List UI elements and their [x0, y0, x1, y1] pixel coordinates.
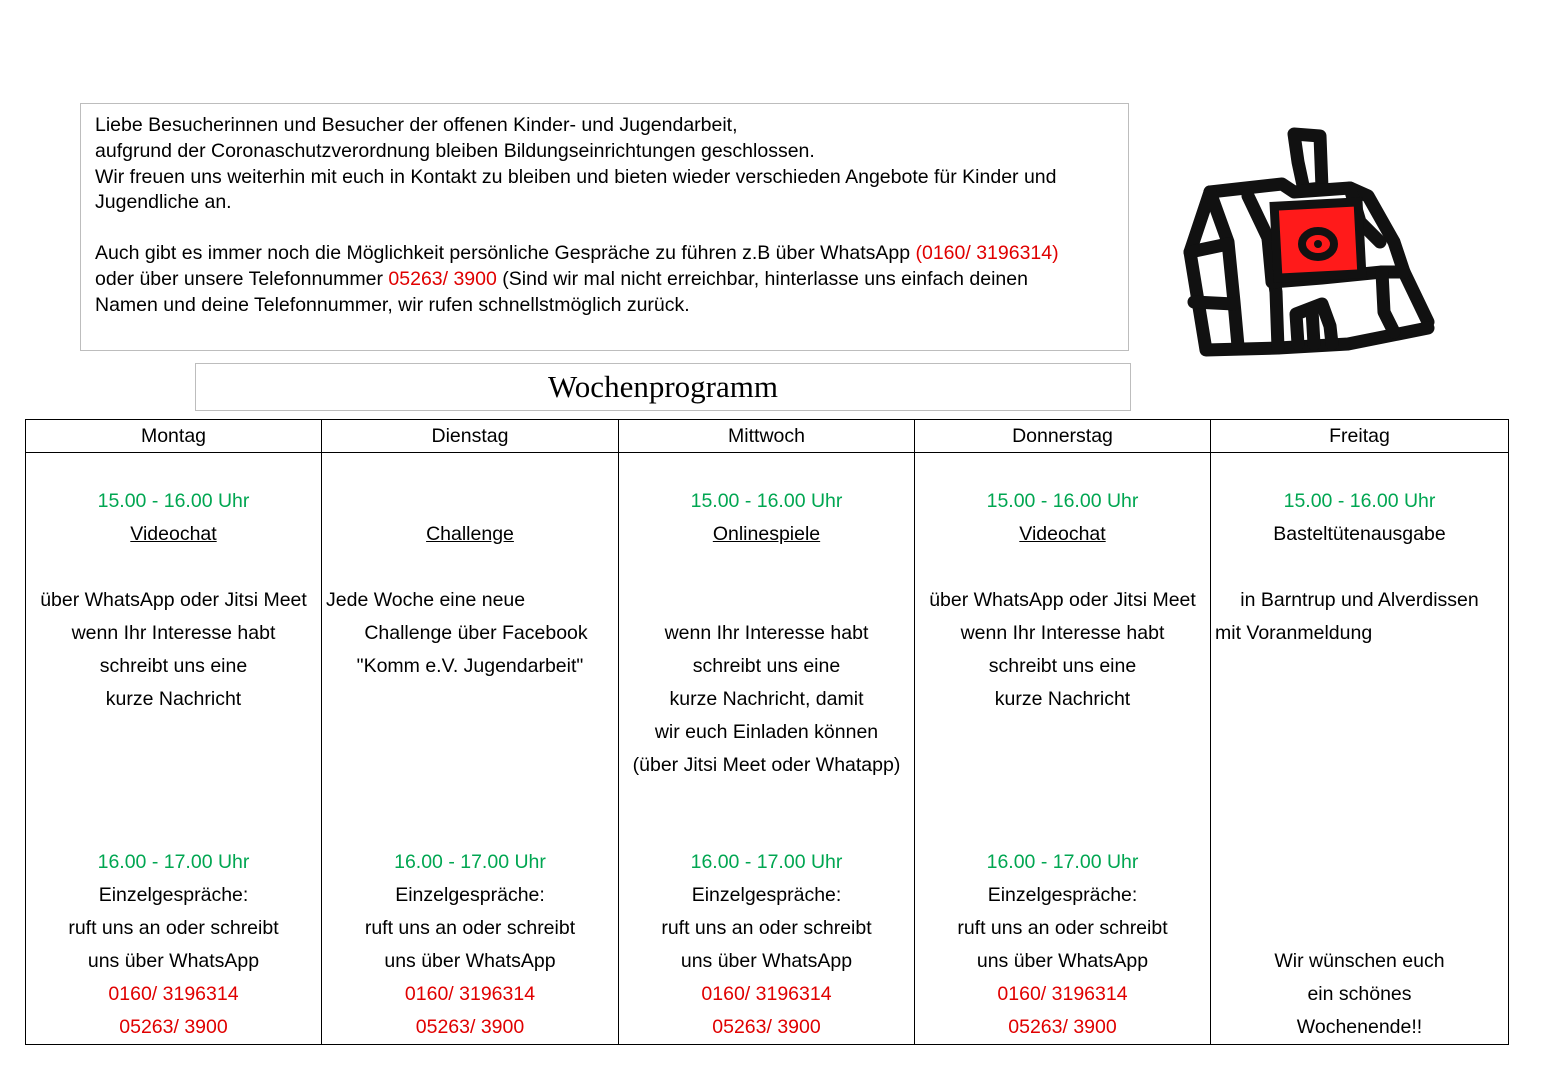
- day-cell-donnerstag: [915, 453, 1211, 1045]
- intro-line: Liebe Besucherinnen und Besucher der offenen Kinder- und Jugendarbeit,: [95, 114, 738, 136]
- time-slot: 15.00 - 16.00 Uhr: [690, 490, 843, 512]
- day-cell-mittwoch: [619, 453, 915, 1045]
- time-slot: 16.00 - 17.00 Uhr: [986, 851, 1139, 873]
- description-line: Challenge über Facebook: [364, 622, 588, 644]
- intro-notice: [80, 103, 1129, 351]
- intro-text: (Sind wir mal nicht erreichbar, hinterlasse uns einfach deinen: [496, 267, 1028, 290]
- greeting-line: ein schönes: [1307, 983, 1412, 1005]
- day-header-freitag: Freitag: [1211, 420, 1509, 453]
- time-slot: 16.00 - 17.00 Uhr: [394, 851, 546, 873]
- time-slot: 15.00 - 16.00 Uhr: [1283, 490, 1436, 512]
- day-cell-montag: [26, 453, 322, 1045]
- description-line: Einzelgespräche:: [987, 884, 1138, 906]
- phone-number: 0160/ 3196314: [108, 983, 239, 1005]
- description-line: "Komm e.V. Jugendarbeit": [356, 655, 584, 677]
- description-line: uns über WhatsApp: [680, 950, 853, 972]
- description-line: ruft uns an oder schreibt: [68, 917, 279, 939]
- description-line: wir euch Einladen können: [654, 721, 879, 743]
- description-line: über WhatsApp oder Jitsi Meet: [40, 589, 307, 611]
- description-line: kurze Nachricht, damit: [669, 688, 864, 710]
- phone-number: 05263/ 3900: [388, 267, 497, 290]
- intro-text: Auch gibt es immer noch die Möglichkeit persönliche Gespräche zu führen z.B über WhatsApp: [95, 242, 916, 265]
- time-slot: 16.00 - 17.00 Uhr: [690, 851, 843, 873]
- house-drawing-icon: [1172, 122, 1448, 366]
- phone-number: 0160/ 3196314: [404, 983, 536, 1005]
- time-slot: 16.00 - 17.00 Uhr: [97, 851, 250, 873]
- greeting-line: Wochenende!!: [1296, 1016, 1423, 1038]
- day-header-dienstag: Dienstag: [322, 420, 619, 453]
- intro-line: [95, 267, 1114, 293]
- phone-number: 05263/ 3900: [712, 1016, 821, 1038]
- time-slot: 15.00 - 16.00 Uhr: [97, 490, 250, 512]
- description-line: wenn Ihr Interesse habt: [71, 622, 276, 644]
- greeting-line: Wir wünschen euch: [1274, 950, 1445, 972]
- description-line: uns über WhatsApp: [384, 950, 556, 972]
- intro-line: Wir freuen uns weiterhin mit euch in Kontakt zu bleiben und bieten wieder verschieden Angebote für Kinder und: [95, 165, 1057, 188]
- activity-title: Onlinespiele: [712, 523, 821, 545]
- intro-line: aufgrund der Coronaschutzverordnung bleiben Bildungseinrichtungen geschlossen.: [95, 139, 815, 162]
- description-line: Einzelgespräche:: [98, 884, 249, 906]
- description-line: wenn Ihr Interesse habt: [960, 622, 1165, 644]
- activity-title: Challenge: [426, 523, 514, 545]
- activity-title: Videochat: [130, 523, 217, 545]
- description-line: uns über WhatsApp: [87, 950, 260, 972]
- day-header-montag: Montag: [26, 420, 322, 453]
- description-line: Einzelgespräche:: [395, 884, 545, 906]
- description-line: kurze Nachricht: [105, 688, 242, 710]
- description-line: schreibt uns eine: [692, 655, 841, 677]
- phone-number: 05263/ 3900: [1008, 1016, 1117, 1038]
- description-line: mit Voranmeldung: [1215, 622, 1373, 644]
- week-schedule-table: [25, 419, 1509, 1045]
- intro-line: [95, 241, 1114, 267]
- intro-line: Namen und deine Telefonnummer, wir rufen schnellstmöglich zurück.: [95, 293, 690, 316]
- phone-number: 05263/ 3900: [119, 1016, 228, 1038]
- description-line: ruft uns an oder schreibt: [661, 917, 872, 939]
- description-line: kurze Nachricht: [994, 688, 1131, 710]
- description-line: in Barntrup und Alverdissen: [1240, 589, 1479, 611]
- description-line: uns über WhatsApp: [976, 950, 1149, 972]
- description-line: ruft uns an oder schreibt: [957, 917, 1168, 939]
- day-header-mittwoch: Mittwoch: [619, 420, 915, 453]
- phone-number: 0160/ 3196314: [701, 983, 832, 1005]
- day-header-donnerstag: Donnerstag: [915, 420, 1211, 453]
- description-line: (über Jitsi Meet oder Whatapp): [632, 754, 901, 776]
- description-line: schreibt uns eine: [988, 655, 1137, 677]
- description-line: über WhatsApp oder Jitsi Meet: [929, 589, 1196, 611]
- time-slot: 15.00 - 16.00 Uhr: [986, 490, 1139, 512]
- phone-number: 0160/ 3196314: [997, 983, 1128, 1005]
- whatsapp-number: (0160/ 3196314): [915, 242, 1059, 265]
- day-cell-dienstag: [322, 453, 619, 1045]
- description-line: Jede Woche eine neue: [326, 589, 526, 611]
- phone-number: 05263/ 3900: [415, 1016, 525, 1038]
- description-line: wenn Ihr Interesse habt: [664, 622, 869, 644]
- activity-title: Basteltütenausgabe: [1273, 523, 1446, 545]
- page-title: Wochenprogramm: [195, 363, 1131, 411]
- day-cell-freitag: [1211, 453, 1509, 1045]
- activity-title: Videochat: [1019, 523, 1106, 545]
- description-line: ruft uns an oder schreibt: [364, 917, 576, 939]
- intro-line: Jugendliche an.: [95, 191, 232, 214]
- description-line: Einzelgespräche:: [691, 884, 842, 906]
- description-line: schreibt uns eine: [99, 655, 248, 677]
- intro-text: oder über unsere Telefonnummer: [95, 267, 389, 290]
